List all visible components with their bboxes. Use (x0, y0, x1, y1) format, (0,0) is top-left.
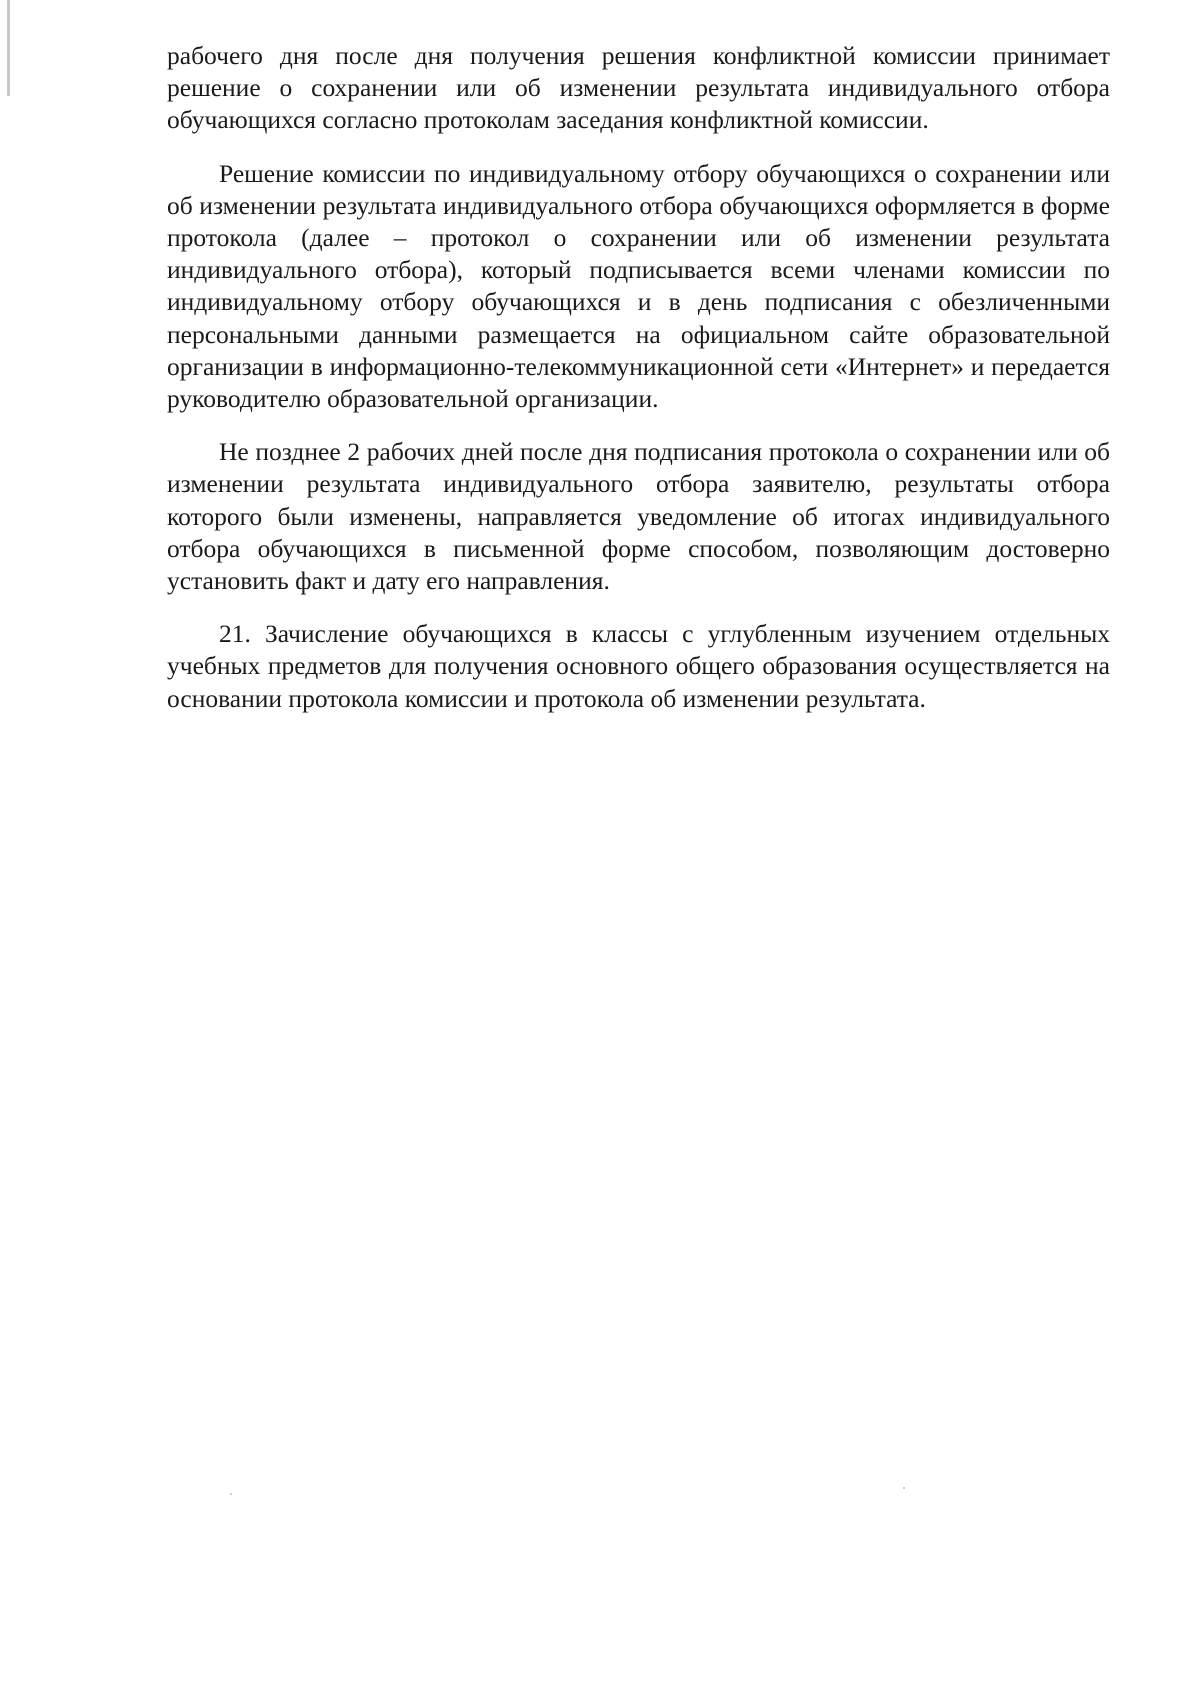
scan-speck (903, 1487, 905, 1489)
paragraph-commission-decision: Решение комиссии по индивидуальному отбору обучающихся о сохранении или об изменении результата индивидуального отбора обучающихся оформляется в форме протокола (далее – протокол о сохранении или об изменении результата индивидуального отбора), который подписывается всеми членами комиссии по индивидуальному отбору обучающихся и в день подписания с обезличенными персональными данными размещается на официальном сайте образовательной организации в информационно-телекоммуникационной сети «Интернет» и передается руководителю образовательной организации. (167, 158, 1110, 414)
document-body (167, 40, 1110, 736)
paragraph-continuation: рабочего дня после дня получения решения конфликтной комиссии принимает решение о сохранении или об изменении результата индивидуального отбора обучающихся согласно протоколам заседания конфликтной комиссии. (167, 41, 1110, 135)
scan-speck (230, 1493, 232, 1495)
paragraph-21-enrollment: 21. Зачисление обучающихся в классы с углубленным изучением отдельных учебных предметов для получения основного общего образования осуществляется на основании протокола комиссии и протокола об изменении результата. (167, 619, 1110, 713)
scan-edge-mark (7, 0, 10, 96)
paragraph-notification: Не позднее 2 рабочих дней после дня подписания протокола о сохранении или об изменении результата индивидуального отбора заявителю, результаты отбора которого были изменены, направляется уведомление об итогах индивидуального отбора обучающихся в письменной форме способом, позволяющим достоверно установить факт и дату его направления. (167, 437, 1110, 596)
